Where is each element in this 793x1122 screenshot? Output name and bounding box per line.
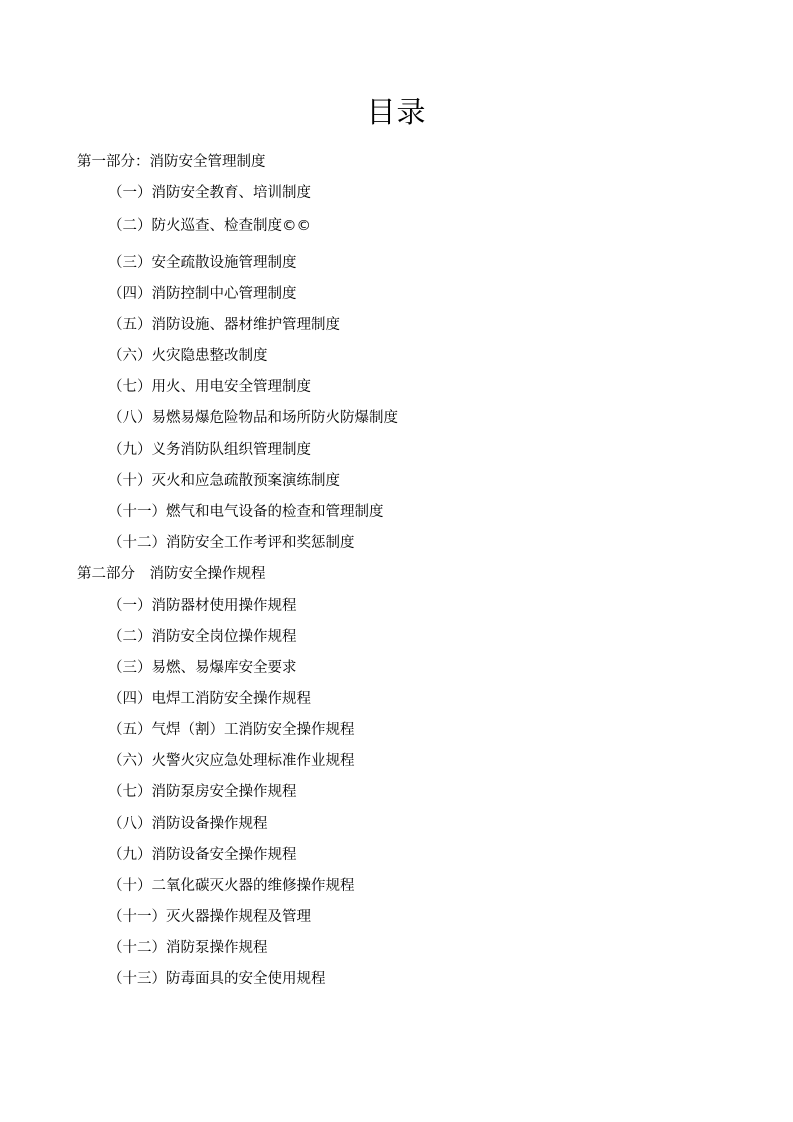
toc-part-heading: 第二部分 消防安全操作规程 xyxy=(77,566,266,582)
toc-item: （一）消防安全教育、培训制度 xyxy=(108,185,311,201)
toc-item: （四）消防控制中心管理制度 xyxy=(108,286,297,302)
toc-item: （十二）消防泵操作规程 xyxy=(108,940,268,956)
toc-item: （十一）灭火器操作规程及管理 xyxy=(108,909,311,925)
toc-item: （五）气焊（割）工消防安全操作规程 xyxy=(108,722,355,738)
toc-item: （九）义务消防队组织管理制度 xyxy=(108,442,311,458)
toc-item: （十二）消防安全工作考评和奖惩制度 xyxy=(108,535,355,551)
toc-item: （七）用火、用电安全管理制度 xyxy=(108,379,311,395)
toc-item: （五）消防设施、器材维护管理制度 xyxy=(108,317,340,333)
page-title: 目录 xyxy=(366,95,427,129)
toc-item: （十）灭火和应急疏散预案演练制度 xyxy=(108,473,340,489)
toc-item: （四）电焊工消防安全操作规程 xyxy=(108,691,311,707)
toc-item: （八）消防设备操作规程 xyxy=(108,816,268,832)
toc-item: （二）消防安全岗位操作规程 xyxy=(108,629,297,645)
toc-item: （十一）燃气和电气设备的检查和管理制度 xyxy=(108,504,384,520)
toc-item: （十）二氧化碳灭火器的维修操作规程 xyxy=(108,878,355,894)
toc-item: （一）消防器材使用操作规程 xyxy=(108,598,297,614)
toc-item: （十三）防毒面具的安全使用规程 xyxy=(108,971,326,987)
toc-item: （三）安全疏散设施管理制度 xyxy=(108,255,297,271)
toc-item: （九）消防设备安全操作规程 xyxy=(108,847,297,863)
toc-item: （二）防火巡查、检查制度©© xyxy=(108,218,311,234)
toc-item: （三）易燃、易爆库安全要求 xyxy=(108,660,297,676)
toc-item: （六）火警火灾应急处理标准作业规程 xyxy=(108,753,355,769)
toc-item: （六）火灾隐患整改制度 xyxy=(108,348,268,364)
toc-item: （八）易燃易爆危险物品和场所防火防爆制度 xyxy=(108,410,398,426)
toc-part-heading: 第一部分：消防安全管理制度 xyxy=(77,154,266,170)
toc-item: （七）消防泵房安全操作规程 xyxy=(108,784,297,800)
